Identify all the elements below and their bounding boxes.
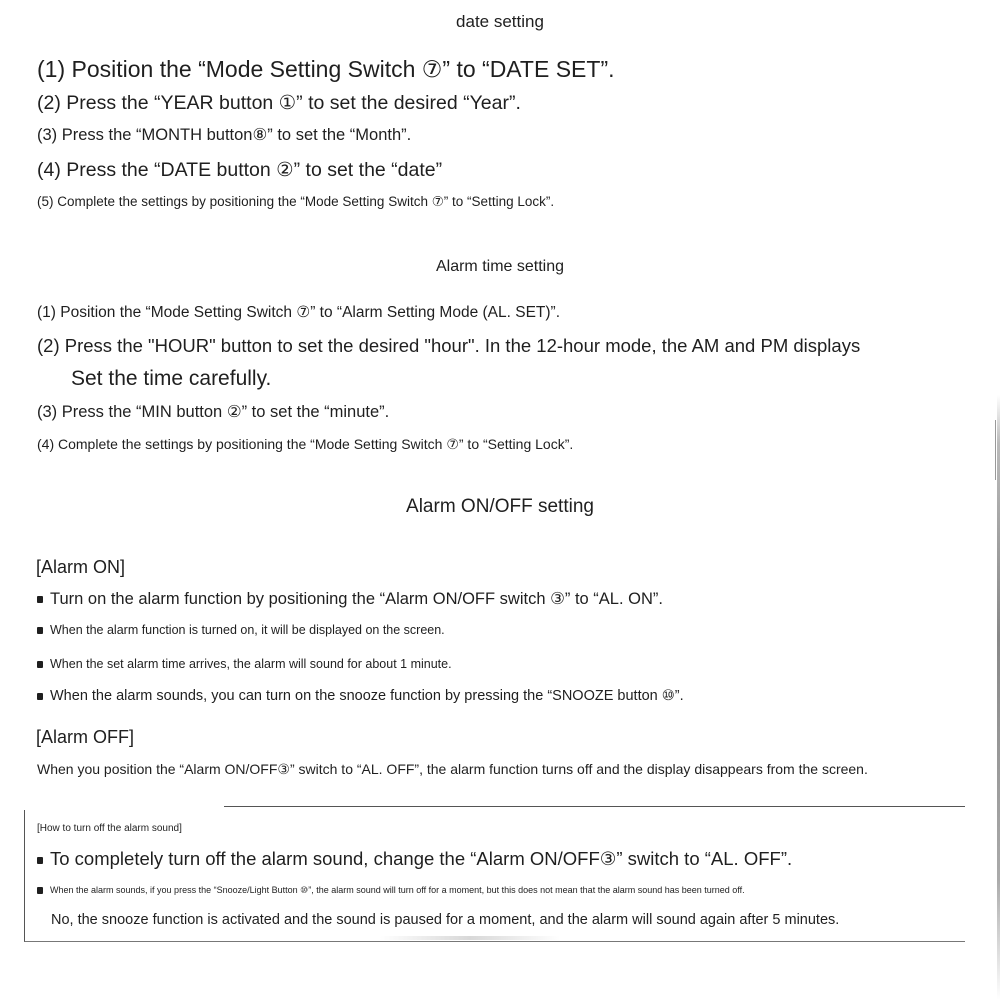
alarm-off-text: When you position the “Alarm ON/OFF③” switch to “AL. OFF”, the alarm function turns off and the display disappears from the screen.: [37, 761, 868, 777]
alarm-sound-continuation: No, the snooze function is activated and the sound is paused for a moment, and the alarm will sound again after 5 minutes.: [51, 912, 840, 928]
alarm-sound-bullet-1: To completely turn off the alarm sound, change the “Alarm ON/OFF③” switch to “AL. OFF”.: [37, 848, 792, 870]
alarm-on-bullet-3: When the set alarm time arrives, the alarm will sound for about 1 minute.: [37, 657, 452, 671]
box-scan-shadow: [380, 936, 560, 940]
alarm-sound-bullet-2: When the alarm sounds, if you press the “Snooze/Light Button ⑩”, the alarm sound will turn off for a moment, but this does not mean that the alarm sound has been turned off.: [37, 885, 745, 896]
alarm-time-step-4: (4) Complete the settings by positioning the “Mode Setting Switch ⑦” to “Setting Lock”.: [37, 436, 574, 452]
alarm-time-step-2: (2) Press the "HOUR" button to set the desired "hour". In the 12-hour mode, the AM and PM displays: [37, 335, 861, 356]
alarm-time-step-1: (1) Position the “Mode Setting Switch ⑦” to “Alarm Setting Mode (AL. SET)”.: [37, 304, 561, 321]
date-step-3: (3) Press the “MONTH button⑧” to set the “Month”.: [37, 126, 412, 144]
date-step-5: (5) Complete the settings by positioning the “Mode Setting Switch ⑦” to “Setting Lock”.: [37, 194, 555, 209]
alarm-sound-box-label: [How to turn off the alarm sound]: [37, 823, 182, 834]
alarm-off-label: [Alarm OFF]: [36, 727, 134, 747]
date-step-2: (2) Press the “YEAR button ①” to set the desired “Year”.: [37, 92, 521, 114]
alarm-on-bullet-4: When the alarm sounds, you can turn on the snooze function by pressing the “SNOOZE button ⑩”.: [37, 688, 684, 704]
alarm-time-step-2-continuation: Set the time carefully.: [71, 367, 272, 390]
alarm-on-bullet-1: Turn on the alarm function by positioning the “Alarm ON/OFF switch ③” to “AL. ON”.: [37, 589, 663, 609]
alarm-time-step-3: (3) Press the “MIN button ②” to set the “minute”.: [37, 403, 390, 421]
date-step-4: (4) Press the “DATE button ②” to set the “date”: [37, 159, 443, 181]
date-step-1: (1) Position the “Mode Setting Switch ⑦” to “DATE SET”.: [37, 56, 615, 82]
box-scan-gap: [24, 804, 224, 810]
alarm-on-label: [Alarm ON]: [36, 557, 126, 577]
alarm-time-setting-title: Alarm time setting: [435, 258, 565, 275]
date-setting-title: date setting: [456, 12, 544, 31]
alarm-onoff-setting-title: Alarm ON/OFF setting: [406, 496, 594, 517]
alarm-on-bullet-2: When the alarm function is turned on, it will be displayed on the screen.: [37, 623, 445, 637]
scan-edge-mark: [995, 420, 996, 480]
